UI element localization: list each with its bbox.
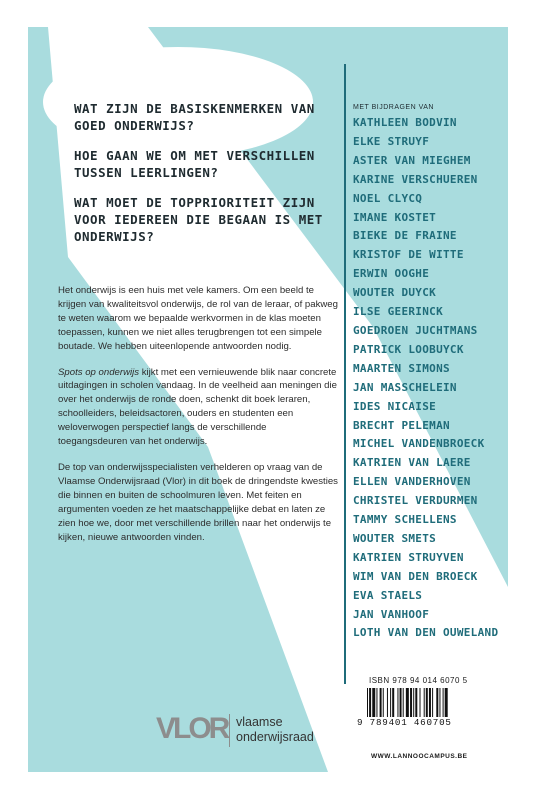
divider-line (344, 64, 346, 684)
contributor-name: ILSE GEERINCK (353, 305, 443, 319)
contributors-heading: MET BIJDRAGEN VAN (353, 104, 434, 111)
question-3: WAT MOET DE TOPPRIORITEIT ZIJN VOOR IEDEREEN DIE BEGAAN IS MET ONDERWIJS? (74, 195, 323, 244)
logo-text-line-2: onderwijsraad (236, 730, 314, 744)
contributor-name: IMANE KOSTET (353, 210, 437, 224)
contributor-name: ASTER VAN MIEGHEM (353, 153, 471, 167)
contributor-name: KRISTOF DE WITTE (353, 248, 464, 262)
contributor-name: KATRIEN STRUYVEN (353, 550, 464, 564)
contributors-list (353, 104, 513, 643)
contributor-name: KATHLEEN BODVIN (353, 116, 457, 129)
contributor-name: KARINE VERSCHUEREN (353, 172, 478, 186)
blurb-paragraph-2-text: kijkt met een vernieuwende blik naar concrete uitdagingen in scholen vandaag. In de veelheid aan meningen die over het onderwijs de ronde doen, schenkt dit boek leraren, schoolleiders, beleidsactoren, ouders en studenten een weloverwogen perspectief langs de verschillende toegangsdeuren van het onderwijs. (58, 366, 337, 448)
questions-block (74, 100, 344, 258)
question-1: WAT ZIJN DE BASISKENMERKEN VAN GOED ONDERWIJS? (74, 101, 315, 133)
contributor-name: KATRIEN VAN LAERE (353, 456, 471, 470)
contributor-name: WOUTER DUYCK (353, 286, 437, 300)
contributor-name: PATRICK LOOBUYCK (353, 342, 464, 356)
contributor-name: NOEL CLYCQ (353, 191, 423, 205)
blurb (58, 284, 338, 556)
vlor-logo-mark: VLOR (156, 712, 228, 745)
contributor-name: ERWIN OOGHE (353, 267, 430, 281)
contributor-name: BRECHT PELEMAN (353, 418, 450, 432)
logo-separator (229, 714, 230, 747)
blurb-paragraph-2 (58, 366, 338, 449)
contributor-name: JAN MASSCHELEIN (353, 380, 457, 394)
blurb-paragraph-3: De top van onderwijsspecialisten verhelderen op vraag van de Vlaamse Onderwijsraad (Vlor) in dit boek de dringendste kwesties die binnen en buiten de schoolmuren leven. Met feiten en argumenten voeden ze het maatschappelijke debat en laten ze zien hoe we, door met verschillende brillen naar het onderwijs te kijken, nieuwe antwoorden vinden. (58, 461, 338, 543)
blurb-paragraph-1: Het onderwijs is een huis met vele kamers. Om een beeld te krijgen van kwaliteitsvol onderwijs, de rol van de leraar, of pakweg te weten waarom we bepaalde werkvormen in de klas moeten toepassen, kunnen we niet alles terugbrengen tot een simpele boutade. We hebben uiteenlopende antwoorden nodig. (58, 285, 338, 352)
isbn-label: ISBN 978 94 014 6070 5 (369, 676, 468, 685)
contributor-name: BIEKE DE FRAINE (353, 229, 457, 243)
publisher-url: WWW.LANNOOCAMPUS.BE (371, 753, 468, 760)
contributor-name: JAN VANHOOF (353, 607, 430, 621)
contributor-name: TAMMY SCHELLENS (353, 513, 457, 527)
contributor-name: MICHEL VANDENBROECK (353, 437, 485, 451)
contributor-name: CHRISTEL VERDURMEN (353, 494, 478, 508)
question-2: HOE GAAN WE OM MET VERSCHILLEN TUSSEN LEERLINGEN? (74, 148, 315, 180)
logo-text-line-1: vlaamse (236, 715, 283, 729)
book-title: Spots op onderwijs (58, 366, 140, 378)
contributor-name: ELKE STRUYF (353, 134, 430, 148)
contributor-name: MAARTEN SIMONS (353, 361, 450, 375)
contributor-name: WIM VAN DEN BROECK (353, 569, 478, 583)
contributor-name: WOUTER SMETS (353, 531, 437, 545)
barcode-number: 9 789401 460705 (357, 717, 452, 728)
vlor-logo (156, 710, 376, 760)
contributor-name: ELLEN VANDERHOVEN (353, 475, 471, 489)
contributor-name: EVA STAELS (353, 588, 423, 602)
contributor-name: GOEDROEN JUCHTMANS (353, 323, 478, 337)
contributor-name: LOTH VAN DEN OUWELAND (353, 626, 499, 640)
contributor-name: IDES NICAISE (353, 399, 437, 413)
